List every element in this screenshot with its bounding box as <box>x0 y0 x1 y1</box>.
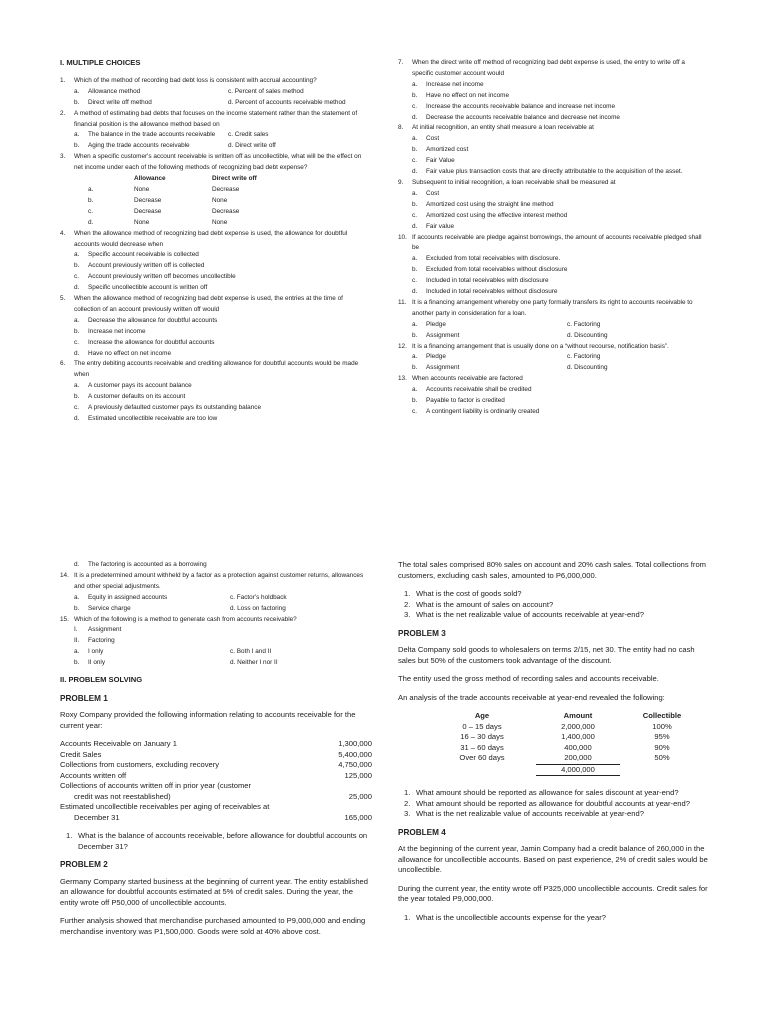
allowance-effect: None <box>134 218 150 226</box>
option-letter: b. <box>412 397 418 405</box>
question-number: 1. <box>404 912 411 922</box>
question-9 <box>398 178 708 233</box>
question-text: What is the uncollectible accounts expense for the year? <box>416 912 606 922</box>
option-letter: b. <box>74 98 80 106</box>
question-text: What is the cost of goods sold? <box>416 589 522 598</box>
question-number: 13. <box>398 375 407 383</box>
age-cell: 16 – 30 days <box>460 732 504 741</box>
problem-questions <box>398 913 710 924</box>
question-number: 3. <box>404 809 411 818</box>
allowance-effect: Decrease <box>134 207 162 215</box>
option-text: Amortized cost <box>426 146 469 154</box>
question-text: What amount should be reported as allowance for sales discount at year-end? <box>416 788 679 797</box>
option-d: d. Neither I nor II <box>230 659 278 667</box>
question-text: When accounts receivable are factored <box>412 375 523 383</box>
option-letter: a. <box>412 386 418 394</box>
problem-3 <box>398 629 710 820</box>
option-text: Fair value plus transaction costs that are directly attributable to the acquisition of the asset. <box>426 168 683 176</box>
row-label: Estimated uncollectible receivables per aging of receivables at <box>60 802 270 812</box>
question-4 <box>60 229 368 294</box>
option-text: Increase the allowance for doubtful accounts <box>88 338 215 346</box>
question-number: 6. <box>60 360 66 368</box>
option-a: Equity in assigned accounts <box>88 593 168 601</box>
option-text: Cost <box>426 189 440 197</box>
roman-numeral: II. <box>74 637 80 645</box>
option-b: II only <box>88 659 106 667</box>
allowance-effect: None <box>134 185 150 193</box>
option-letter: c. <box>412 102 417 110</box>
option-letter: a. <box>74 648 80 656</box>
option-letter: a. <box>412 255 418 263</box>
problem-4 <box>398 828 710 924</box>
question-number: 1. <box>60 76 66 84</box>
option-letter: d. <box>74 415 80 422</box>
question-3 <box>60 152 368 228</box>
option-letter: a. <box>412 135 418 143</box>
question-number: 1. <box>404 589 411 598</box>
question-number: 3. <box>404 610 411 619</box>
question-15 <box>60 615 372 670</box>
option-d: d. Discounting <box>567 364 608 372</box>
question-10 <box>398 233 708 298</box>
column-header-amount: Amount <box>563 711 593 720</box>
option-text: Amortized cost using the effective interest method <box>426 211 568 219</box>
aging-table <box>428 711 710 776</box>
collectible-cell: 50% <box>654 753 670 762</box>
section-1-title: I. MULTIPLE CHOICES <box>60 58 141 67</box>
question-6 <box>60 359 368 424</box>
problem-paragraph: Further analysis showed that merchandise purchased amounted to P9,000,000 and ending merchandise inventory was P1,500,000. Goods were sold at 40% above cost. <box>60 916 366 936</box>
question-number: 2. <box>404 599 411 609</box>
column-header-direct: Direct write off <box>212 175 257 183</box>
option-letter: b. <box>412 200 418 208</box>
option-a: The balance in the trade accounts receivable <box>88 131 216 139</box>
option-text: Have no effect on net income <box>88 349 172 357</box>
problem-paragraph: During the current year, the entity wrote off P325,000 uncollectible accounts. Credit sales for the year totaled P9,000,000. <box>398 883 708 903</box>
option-letter: d. <box>412 288 418 296</box>
question-number: 4. <box>60 229 66 237</box>
option-c: c. Factoring <box>567 353 601 361</box>
row-label-cont: December 31 <box>74 812 120 822</box>
problem-paragraph: An analysis of the trade accounts receivable at year-end revealed the following: <box>398 692 665 702</box>
option-text: Account previously written off becomes uncollectible <box>88 273 236 281</box>
question-text: Which of the method of recording bad debt loss is consistent with accrual accounting? <box>74 76 317 84</box>
problem-paragraph: At the beginning of the current year, Jamin Company had a credit balance of 260,000 in the allowance for uncollectible accounts. Based on past experience, 2% of credit sales would be uncollectible. <box>398 844 708 874</box>
row-value: 125,000 <box>344 770 372 780</box>
option-text: Increase net income <box>88 327 146 335</box>
option-text: Fair value <box>426 222 455 230</box>
option-b: Direct write off method <box>88 98 152 106</box>
option-text: Excluded from total receivables with disclosure. <box>426 255 561 263</box>
option-text: Account previously written off is collected <box>88 262 205 270</box>
option-letter: c. <box>74 338 79 346</box>
question-text: When the direct write off method of recognizing bad debt expense is used, the entry to write off a specific customer account would <box>412 59 685 77</box>
question-7 <box>398 58 708 123</box>
option-a: Pledge <box>426 320 446 328</box>
lower-left-column <box>60 560 372 945</box>
problem-title: PROBLEM 1 <box>60 693 108 703</box>
problem-paragraph: Germany Company started business at the beginning of current year. The entity established an allowance for doubtful accounts estimated at 5% of credit sales. During the year, the entity wrote off P50,000 of uncollectible accounts. <box>60 876 369 907</box>
option-c: c. Both I and II <box>230 648 272 656</box>
column-header-collectible: Collectible <box>642 711 682 720</box>
option-letter: c. <box>412 211 417 219</box>
option-letter: b. <box>74 604 80 612</box>
question-number: 3. <box>60 153 66 161</box>
question-number: 5. <box>60 295 66 303</box>
option-text: The factoring is accounted as a borrowing <box>88 561 207 568</box>
question-12 <box>398 342 708 375</box>
question-number: 1. <box>404 788 411 797</box>
amount-cell: 1,400,000 <box>561 732 595 741</box>
problem-solving-section <box>60 675 372 937</box>
problem-paragraph: Delta Company sold goods to wholesalers on terms 2/15, net 30. The entity had no cash sales but 50% of the customers took advantage of the discount. <box>398 645 695 665</box>
option-text: Have no effect on net income <box>426 91 510 99</box>
option-letter: a. <box>412 353 418 361</box>
option-text: Amortized cost using the straight line method <box>426 200 554 208</box>
option-text: A previously defaulted customer pays its outstanding balance <box>88 404 262 412</box>
row-label: Collections from customers, excluding recovery <box>60 760 220 770</box>
option-letter: b. <box>412 331 418 339</box>
option-letter: a. <box>412 320 418 328</box>
option-text: A contingent liability is ordinarily created <box>426 408 540 415</box>
row-value: 5,400,000 <box>338 749 372 759</box>
option-letter: d. <box>74 349 80 357</box>
row-value: 165,000 <box>344 812 372 822</box>
option-letter: a. <box>74 382 80 390</box>
option-letter: c. <box>412 408 417 415</box>
question-text: When the allowance method of recognizing bad debt expense is used, the entries at the time of collection of an account previously written off would <box>74 295 343 313</box>
lower-right-column <box>398 560 710 931</box>
section-2-title: II. PROBLEM SOLVING <box>60 675 143 685</box>
question-text: At initial recognition, an entity shall measure a loan receivable at <box>412 124 594 132</box>
question-14 <box>60 571 372 615</box>
option-letter: b. <box>74 393 80 401</box>
direct-effect: None <box>212 196 228 204</box>
age-cell: Over 60 days <box>459 753 505 762</box>
question-text: It is a financing arrangement that is usually done on a “without recourse, notification basis”. <box>412 342 669 350</box>
option-text: Accounts receivable shall be credited <box>426 386 532 394</box>
receivables-table <box>60 739 372 823</box>
question-number: 2. <box>404 798 411 808</box>
option-text: Specific uncollectible account is written off <box>88 284 208 292</box>
row-value: 1,300,000 <box>338 739 372 749</box>
option-letter: c. <box>88 207 93 215</box>
option-letter: a. <box>74 131 80 139</box>
option-letter: b. <box>74 262 80 270</box>
question-text: Subsequent to initial recognition, a loan receivable shall be measured at <box>412 178 616 186</box>
age-cell: 31 – 60 days <box>460 742 504 752</box>
problem-2 <box>60 860 372 937</box>
option-letter: b. <box>74 659 80 667</box>
option-letter: a. <box>412 189 418 197</box>
question-13 <box>398 374 708 418</box>
question-text: What amount should be reported as allowance for doubtful accounts at year-end? <box>416 798 690 808</box>
option-c: c. Factor's holdback <box>230 593 287 601</box>
question-5 <box>60 294 368 359</box>
option-a: Pledge <box>426 353 446 361</box>
option-letter: b. <box>412 146 418 154</box>
option-text: A customer pays its account balance <box>88 382 192 390</box>
problem-title: PROBLEM 3 <box>398 628 446 638</box>
option-c: c. Factoring <box>567 320 601 328</box>
option-text: Decrease the allowance for doubtful accounts <box>88 316 218 324</box>
roman-numeral: I. <box>74 626 78 634</box>
option-b: Assignment <box>426 364 460 372</box>
option-letter: a. <box>412 80 418 88</box>
option-a: I only <box>88 648 104 656</box>
question-2 <box>60 109 368 153</box>
allowance-effect: Decrease <box>134 196 162 204</box>
problem-title: PROBLEM 4 <box>398 827 446 837</box>
option-letter: b. <box>412 266 418 274</box>
column-header-allowance: Allowance <box>134 175 166 183</box>
option-letter: c. <box>74 404 79 412</box>
problem-paragraph: The entity used the gross method of recording sales and accounts receivable. <box>398 674 659 683</box>
collectible-cell: 90% <box>654 742 670 752</box>
option-letter: a. <box>74 316 80 324</box>
question-8 <box>398 123 708 178</box>
option-letter: d. <box>74 561 80 568</box>
option-letter: d. <box>412 168 418 176</box>
problem-questions <box>398 589 710 621</box>
question-number: 1. <box>66 831 73 841</box>
option-text: Included in total receivables with disclosure <box>426 277 549 285</box>
question-text: When a specific customer's account receivable is written off as uncollectible, what will be the effect on net income under each of the following methods of recognizing bad debt expense? <box>74 153 362 172</box>
mc-column-2 <box>398 58 708 418</box>
option-letter: a. <box>74 251 80 259</box>
column-header-age: Age <box>474 711 490 720</box>
option-letter: c. <box>412 277 417 285</box>
option-letter: b. <box>412 91 418 99</box>
direct-effect: None <box>212 218 228 226</box>
problem-paragraph: The total sales comprised 80% sales on account and 20% cash sales. Total collections from customers, excluding cash sales, amounted to P6,000,000. <box>398 560 706 580</box>
option-text: Excluded from total receivables without disclosure <box>426 266 568 274</box>
question-11 <box>398 298 708 342</box>
statement-ii: Factoring <box>88 637 115 645</box>
option-c: c. Credit sales <box>228 131 269 139</box>
question-number: 8. <box>398 124 404 132</box>
option-letter: a. <box>74 87 80 95</box>
question-number: 2. <box>60 109 66 117</box>
option-text: Fair Value <box>426 157 455 165</box>
amount-total: 4,000,000 <box>536 764 620 777</box>
question-number: 9. <box>398 178 404 186</box>
amount-cell: 400,000 <box>564 742 592 752</box>
option-letter: a. <box>74 593 80 601</box>
question-number: 15. <box>60 615 69 623</box>
option-letter: d. <box>412 222 418 230</box>
question-text: A method of estimating bad debts that focuses on the income statement rather than the statement of financial position is the allowance method based on <box>74 109 358 128</box>
option-d: d. Loss on factoring <box>230 604 286 612</box>
option-text: Cost <box>426 135 440 143</box>
collectible-cell: 95% <box>654 732 670 741</box>
option-d: d. Direct write off <box>228 142 276 150</box>
problem-questions <box>398 788 710 820</box>
option-letter: c. <box>412 157 417 165</box>
problem-questions <box>60 831 372 852</box>
problem-title: PROBLEM 2 <box>60 860 108 870</box>
question-text: What is the net realizable value of accounts receivable at year-end? <box>416 610 644 619</box>
question-text: What is the balance of accounts receivable, before allowance for doubtful accounts on December 31? <box>78 831 368 851</box>
option-text: Included in total receivables without disclosure <box>426 288 558 296</box>
option-a: Allowance method <box>88 87 141 95</box>
question-text: It is a predetermined amount withheld by a factor as a protection against customer returns, allowances and other special adjustments. <box>74 571 364 590</box>
question-text: If accounts receivable are pledge against borrowings, the amount of accounts receivable pledged shall be <box>412 233 702 252</box>
option-text: Increase the accounts receivable balance and increase net income <box>426 102 615 110</box>
option-text: Specific account receivable is collected <box>88 251 199 259</box>
question-number: 10. <box>398 233 407 241</box>
option-b: Service charge <box>88 604 131 612</box>
option-text: Decrease the accounts receivable balance and decrease net income <box>426 113 620 121</box>
row-label: Accounts written off <box>60 770 127 780</box>
row-value: 25,000 <box>348 791 372 801</box>
row-label: Collections of accounts written off in prior year (customer <box>60 781 252 791</box>
question-text: Which of the following is a method to generate cash from accounts receivable? <box>74 615 297 623</box>
problem-1 <box>60 694 372 853</box>
amount-cell: 200,000 <box>564 753 592 762</box>
option-letter: c. <box>74 273 79 281</box>
statement-i: Assignment <box>88 626 122 634</box>
option-letter: d. <box>74 284 80 292</box>
option-letter: d. <box>88 218 94 226</box>
question-text: What is the amount of sales on account? <box>416 599 554 609</box>
mc-column-1 <box>60 58 368 425</box>
problem-intro: Roxy Company provided the following information relating to accounts receivable for the current year: <box>60 710 356 730</box>
option-text: Estimated uncollectible receivable are too low <box>88 415 218 422</box>
amount-cell: 2,000,000 <box>561 721 595 731</box>
option-letter: b. <box>74 142 80 150</box>
row-value: 4,750,000 <box>338 760 372 770</box>
question-number: 11. <box>398 298 407 306</box>
question-text: The entry debiting accounts receivable and crediting allowance for doubtful accounts would be made when <box>74 360 359 379</box>
option-letter: b. <box>74 327 80 335</box>
question-number: 12. <box>398 342 407 350</box>
direct-effect: Decrease <box>212 185 240 193</box>
option-letter: b. <box>88 196 94 204</box>
question-text: It is a financing arrangement whereby one party formally transfers its right to accounts receivable to another party in consideration for a loan. <box>412 298 693 317</box>
row-label: Accounts Receivable on January 1 <box>60 739 177 749</box>
option-d: d. Discounting <box>567 331 608 339</box>
option-b: Assignment <box>426 331 460 339</box>
question-number: 7. <box>398 59 404 66</box>
option-c: c. Percent of sales method <box>228 87 304 95</box>
question-text: When the allowance method of recognizing bad debt expense is used, the allowance for doubtful accounts would decrease when <box>74 229 348 248</box>
row-label-cont: credit was not reestablished) <box>74 791 171 801</box>
option-text: A customer defaults on its account <box>88 393 186 401</box>
option-letter: b. <box>412 364 418 372</box>
option-letter: d. <box>412 113 418 121</box>
row-label: Credit Sales <box>60 749 102 759</box>
option-text: Payable to factor is credited <box>426 397 505 405</box>
mc-continuation <box>60 560 372 669</box>
question-1 <box>60 76 368 109</box>
option-text: Increase net income <box>426 80 484 88</box>
question-number: 14. <box>60 571 69 579</box>
direct-effect: Decrease <box>212 207 240 215</box>
collectible-cell: 100% <box>652 721 672 731</box>
question-text: What is the net realizable value of accounts receivable at year-end? <box>416 809 644 818</box>
age-cell: 0 – 15 days <box>462 721 502 731</box>
option-d: d. Percent of accounts receivable method <box>228 98 346 106</box>
option-b: Aging the trade accounts receivable <box>88 142 190 150</box>
option-letter: a. <box>88 185 94 193</box>
